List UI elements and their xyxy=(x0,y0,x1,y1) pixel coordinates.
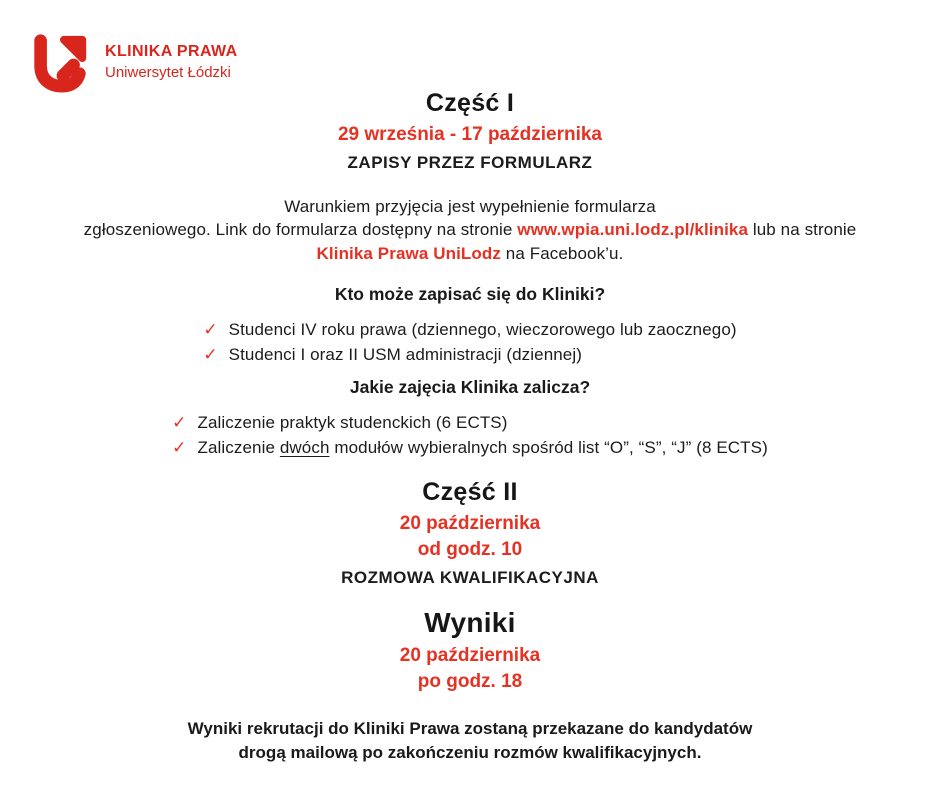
results-note xyxy=(0,717,940,765)
part1-title: Część I xyxy=(425,89,515,117)
part2-subtitle: ROZMOWA KWALIFIKACYJNA xyxy=(341,567,599,587)
part1-subtitle: ZAPISY PRZEZ FORMULARZ xyxy=(347,152,593,172)
list-item-text-underlined: dwóch xyxy=(279,437,330,457)
credits-heading: Jakie zajęcia Klinika zalicza? xyxy=(349,377,591,398)
section-part2 xyxy=(0,478,940,588)
list-item-text-prefix: Zaliczenie xyxy=(197,437,280,457)
results-title: Wyniki xyxy=(424,607,516,639)
section-part1 xyxy=(0,89,940,460)
list-item xyxy=(172,411,768,436)
list-item-text: Studenci I oraz II USM administracji (dziennej) xyxy=(228,344,583,364)
section-results xyxy=(0,607,940,765)
part1-date-range: 29 września - 17 października xyxy=(337,123,602,145)
who-heading: Kto może zapisać się do Kliniki? xyxy=(334,284,606,305)
intro-line2-tail: lub na stronie xyxy=(748,220,857,240)
facebook-page-link[interactable]: Klinika Prawa UniLodz xyxy=(316,243,501,263)
logo-brand-name: KLINIKA PRAWA xyxy=(105,43,238,60)
list-item-text-suffix: modułów wybieralnych spośród list “O”, “S”, “J” (8 ECTS) xyxy=(329,437,768,457)
intro-line3-tail: na Facebook’u. xyxy=(500,243,624,263)
logo-university-name: Uniwersytet Łódzki xyxy=(105,64,231,82)
intro-paragraph xyxy=(0,195,940,266)
part2-title: Część II xyxy=(422,478,518,507)
results-note-line2: drogą mailową po zakończeniu rozmów kwalifikacyjnych. xyxy=(238,742,702,762)
results-time: po godz. 18 xyxy=(417,671,523,693)
list-item-text xyxy=(198,411,508,436)
results-date: 20 października xyxy=(399,645,541,667)
list-item xyxy=(203,318,736,343)
list-item-text-prefix: Zaliczenie praktyk studenckich (6 ECTS) xyxy=(197,413,508,433)
intro-line2-text: zgłoszeniowego. Link do formularza dostępny na stronie xyxy=(83,220,518,240)
clinic-website-link[interactable]: www.wpia.uni.lodz.pl/klinika xyxy=(517,220,749,240)
part2-time: od godz. 10 xyxy=(417,538,523,560)
list-item xyxy=(203,343,736,368)
check-icon: ✓ xyxy=(172,437,187,457)
check-icon: ✓ xyxy=(203,344,218,364)
list-item-text: Studenci IV roku prawa (dziennego, wieczorowego lub zaocznego) xyxy=(228,320,737,340)
list-item-text xyxy=(198,436,768,461)
check-icon: ✓ xyxy=(172,413,187,433)
check-icon: ✓ xyxy=(203,320,218,340)
credits-list xyxy=(172,411,768,460)
part2-date: 20 października xyxy=(399,513,541,535)
who-list xyxy=(203,318,736,367)
intro-line1: Warunkiem przyjęcia jest wypełnienie formularza xyxy=(284,196,656,216)
list-item xyxy=(172,436,768,461)
results-note-line1: Wyniki rekrutacji do Kliniki Prawa zostaną przekazane do kandydatów xyxy=(187,718,753,738)
